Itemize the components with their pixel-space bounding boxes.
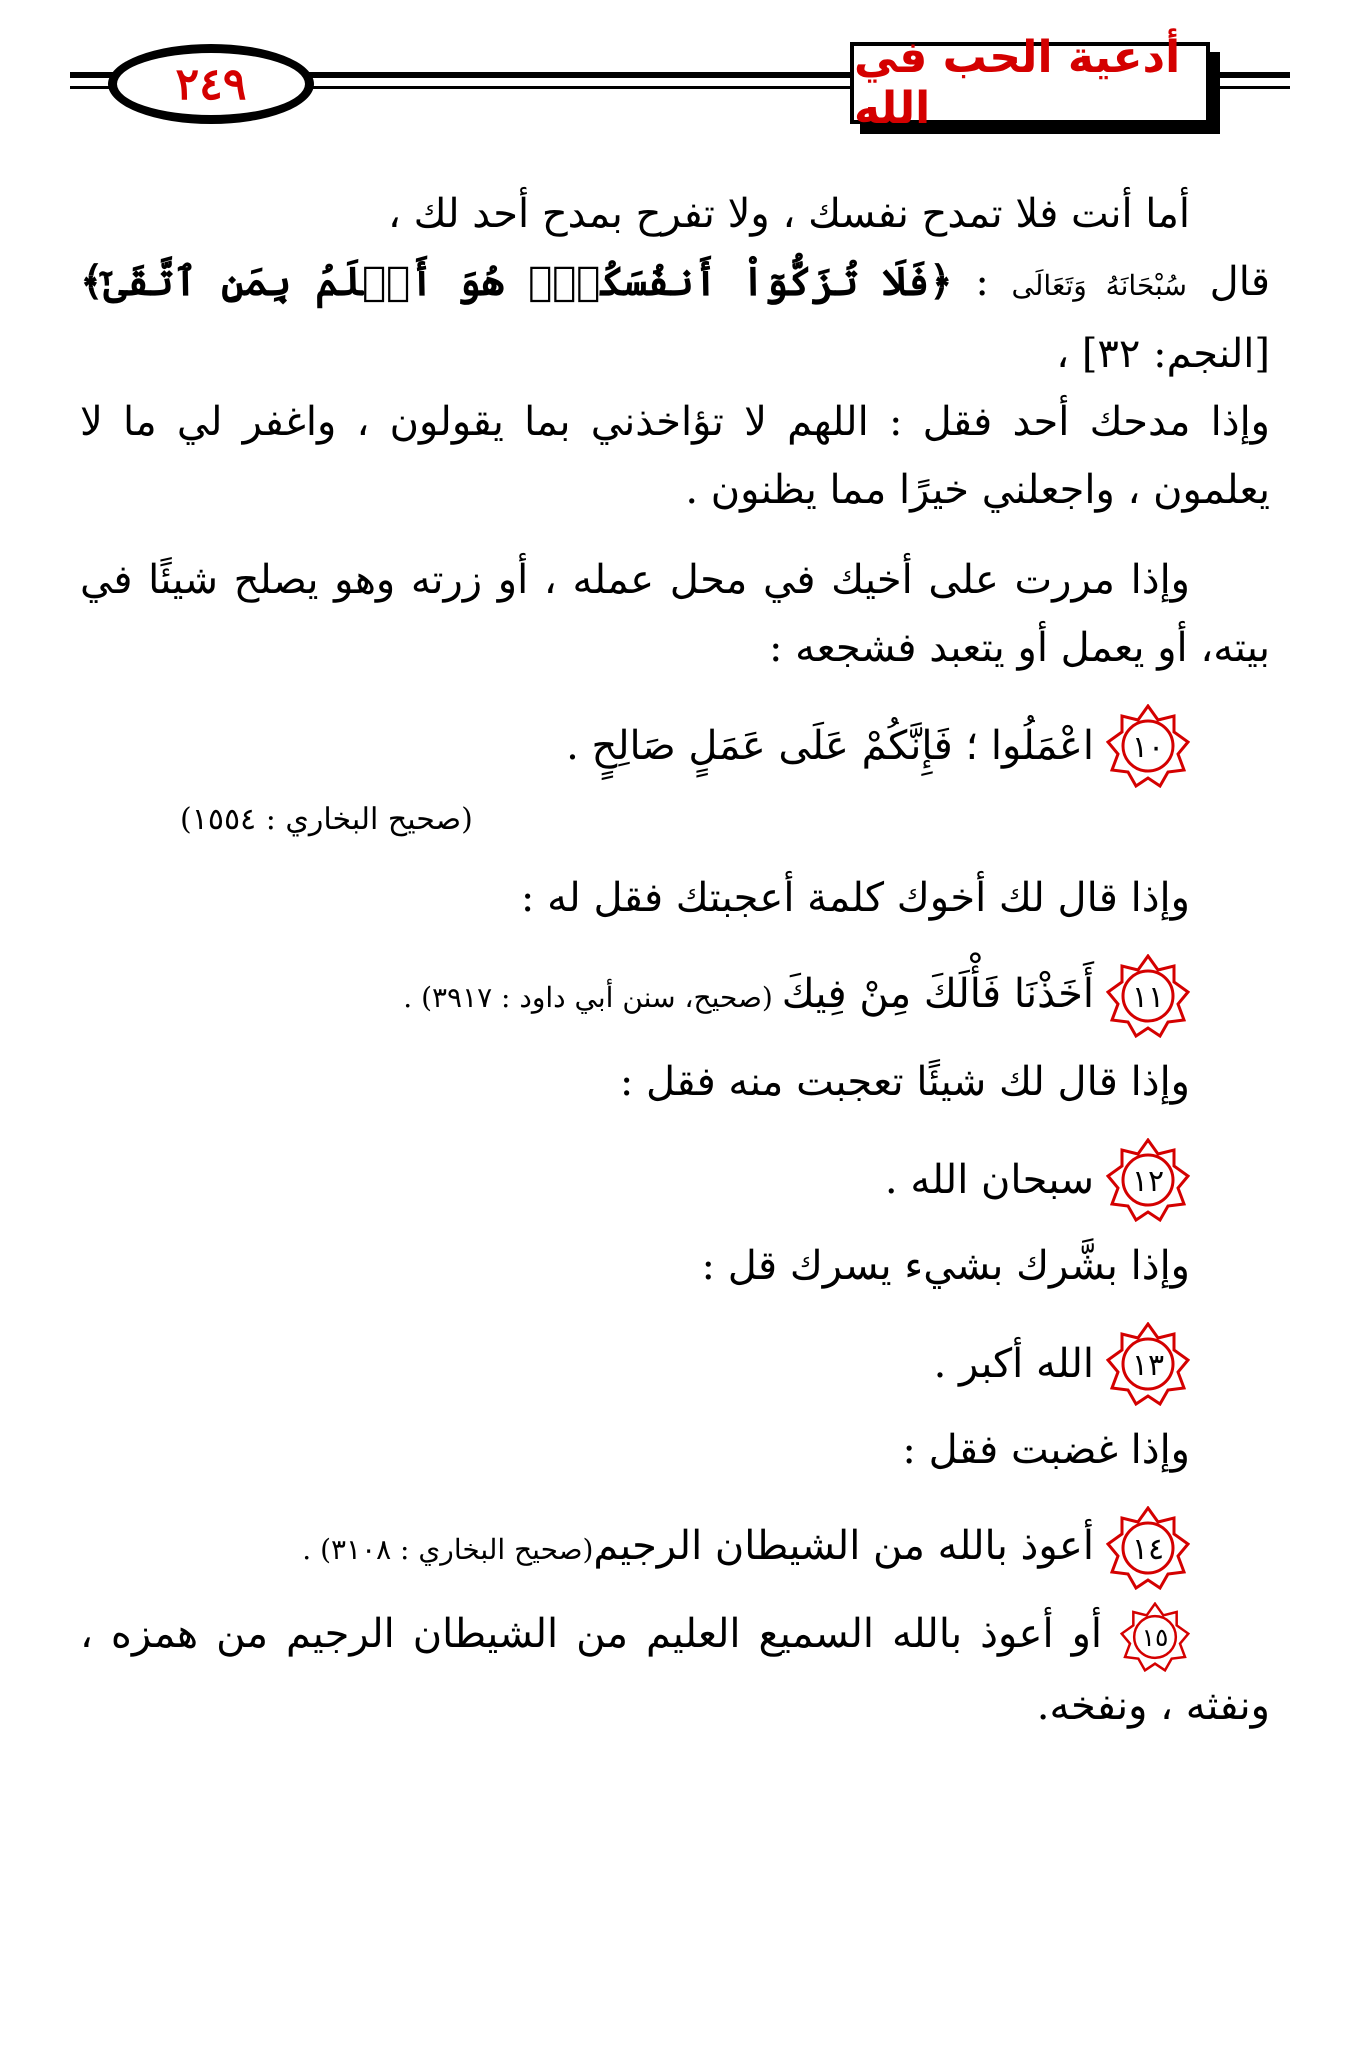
svg-text:١٢: ١٢ (1131, 1164, 1165, 1199)
star-number-badge-icon (1120, 1602, 1190, 1672)
page-number-badge (108, 44, 314, 124)
supplication-text (302, 1512, 1094, 1584)
supplication-text: الله أكبر . (933, 1341, 1094, 1387)
text-colon: : (952, 259, 1012, 305)
svg-text:١٥: ١٥ (1141, 1623, 1169, 1653)
quran-verse: ﴿فَلَا تُزَكُّوٓاْ أَنفُسَكُمْۖ هُوَ أَعۡلَمُ بِمَنِ ٱتَّقَىٰٓ﴾ (80, 258, 953, 305)
paragraph-1-line-1: أما أنت فلا تمدح نفسك ، ولا تفرح بمدح أحد لك ، (388, 191, 1190, 237)
star-number-badge-icon (1106, 1506, 1190, 1590)
supplication-text (403, 960, 1094, 1032)
supplication-item-11 (80, 950, 1270, 1042)
svg-text:١١: ١١ (1131, 980, 1165, 1015)
paragraph-1-verse-line (80, 248, 1270, 388)
svg-text:١٤: ١٤ (1131, 1532, 1165, 1567)
supplication-item-14 (80, 1502, 1270, 1594)
supplication-item-10 (80, 700, 1270, 792)
hadith-source: (صحيح، سنن أبي داود : ٣٩١٧) . (403, 981, 782, 1014)
supplication-item-13 (80, 1318, 1270, 1410)
star-number-badge-icon (1106, 1138, 1190, 1222)
hadith-source: (صحيح البخاري : ٣١٠٨) . (302, 1533, 594, 1566)
page-number: ٢٤٩ (175, 58, 247, 110)
paragraph-3: وإذا قال لك أخوك كلمة أعجبتك فقل له : (520, 875, 1190, 921)
paragraph-5: وإذا بشَّرك بشيء يسرك قل : (701, 1243, 1190, 1289)
supplication-text: سبحان الله . (884, 1157, 1094, 1203)
page-header (0, 0, 1356, 150)
running-title: أدعية الحب في الله (854, 32, 1181, 134)
svg-text:١٠: ١٠ (1131, 730, 1165, 765)
supplication-item-15 (80, 1600, 1270, 1740)
page-body (80, 180, 1270, 1740)
paragraph-2: وإذا مررت على أخيك في محل عمله ، أو زرته وهو يصلح شيئًا في بيته، أو يعمل أو يتعبد فشجعه : (80, 557, 1270, 671)
running-title-box (850, 32, 1210, 134)
paragraph-1-rest: وإذا مدحك أحد فقل : اللهم لا تؤاخذني بما يقولون ، واغفر لي ما لا يعلمون ، واجعلني خيرًا مما يظنون . (80, 399, 1270, 513)
star-number-badge-icon (1106, 954, 1190, 1038)
glorification-mark: سُبْحَانَهُ وَتَعَالَى (1011, 269, 1187, 302)
text-qal: قال (1186, 259, 1270, 305)
supplication-words: أعوذ بالله من الشيطان الرجيم (593, 1523, 1094, 1569)
supplication-text: أو أعوذ بالله السميع العليم من الشيطان الرجيم من همزه ، ونفثه ، ونفخه. (80, 1611, 1270, 1729)
star-number-badge-icon (1106, 1322, 1190, 1406)
supplication-text: اعْمَلُوا ؛ فَإِنَّكُمْ عَلَى عَمَلٍ صَالِحٍ . (566, 723, 1094, 769)
paragraph-4: وإذا قال لك شيئًا تعجبت منه فقل : (619, 1059, 1190, 1105)
svg-text:١٣: ١٣ (1131, 1348, 1165, 1383)
paragraph-6: وإذا غضبت فقل : (902, 1427, 1190, 1473)
hadith-source: (صحيح البخاري : ١٥٥٤) (180, 802, 473, 837)
star-number-badge-icon (1106, 704, 1190, 788)
supplication-words: أَخَذْنَا فَأْلَكَ مِنْ فِيكَ (781, 971, 1094, 1017)
supplication-item-12 (80, 1134, 1270, 1226)
verse-reference: [النجم: ٣٢] ، (1056, 331, 1270, 377)
